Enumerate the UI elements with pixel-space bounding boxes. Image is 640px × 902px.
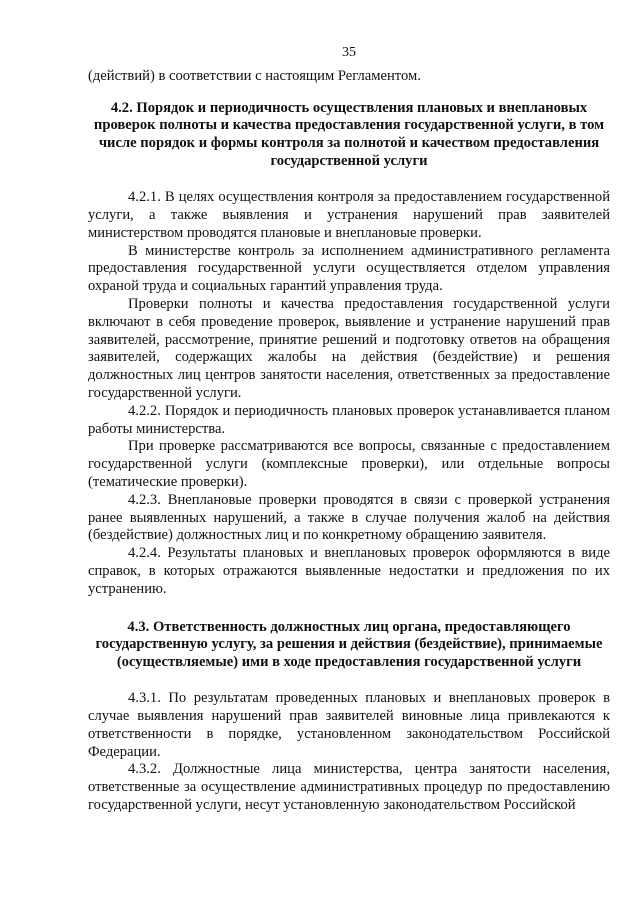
section-heading-4-2: 4.2. Порядок и периодичность осуществления плановых и внеплановых проверок полноты и качества предоставления государственной услуги, в том числе порядок и формы контроля за полнотой и качеством предоставления государственной услуги: [93, 99, 605, 169]
paragraph-checks-scope: Проверки полноты и качества предоставления государственной услуги включают в себя проведение проверок, выявление и устранение нарушений прав заявителей, рассмотрение, принятие решений и подготовку ответов на обращения заявителей, содержащих жалобы на действия (бездействие) и решения должностных лиц центров занятости населения, ответственных за предоставление государственной услуги.: [88, 295, 610, 401]
page-number: 35: [342, 45, 356, 60]
paragraph-check-questions: При проверке рассматриваются все вопросы, связанные с предоставлением государственной услуги (комплексные проверки), или отдельные вопросы (тематические проверки).: [88, 438, 610, 490]
paragraph-ministry-control: В министерстве контроль за исполнением административного регламента предоставления государственной услуги осуществляется отделом управления охраной труда и социальных гарантий управления труда.: [88, 242, 610, 295]
section-heading-4-3: 4.3. Ответственность должностных лиц органа, предоставляющего государственную услугу, за решения и действия (бездействие), принимаемые (осуществляемые) ими в ходе предоставления государственной услуги: [95, 618, 603, 670]
paragraph-4-2-1: 4.2.1. В целях осуществления контроля за предоставлением государственной услуги, а также выявления и устранения нарушений прав заявителей министерством проводятся плановые и внеплановые проверки.: [88, 189, 610, 241]
paragraph-4-3-1: 4.3.1. По результатам проведенных плановых и внеплановых проверок в случае выявления нарушений прав заявителей виновные лица привлекаются к ответственности в порядке, установленном законодательством Российской Федерации.: [88, 690, 610, 760]
paragraph-4-2-3: 4.2.3. Внеплановые проверки проводятся в связи с проверкой устранения ранее выявленных нарушений, а также в случае получения жалоб на действия (бездействие) должностных лиц и по конкретному обращению заявителя.: [88, 491, 610, 544]
continuation-paragraph: (действий) в соответствии с настоящим Регламентом.: [88, 68, 421, 84]
paragraph-4-3-2: 4.3.2. Должностные лица министерства, центра занятости населения, ответственные за осуществление административных процедур по предоставлению государственной услуги, несут установленную законодательством Российской: [88, 761, 610, 814]
paragraph-4-2-4: 4.2.4. Результаты плановых и внеплановых проверок оформляются в виде справок, в которых отражаются выявленные недостатки и предложения по их устранению.: [88, 545, 610, 597]
paragraph-4-2-2: 4.2.2. Порядок и периодичность плановых проверок устанавливается планом работы министерства.: [88, 402, 610, 437]
